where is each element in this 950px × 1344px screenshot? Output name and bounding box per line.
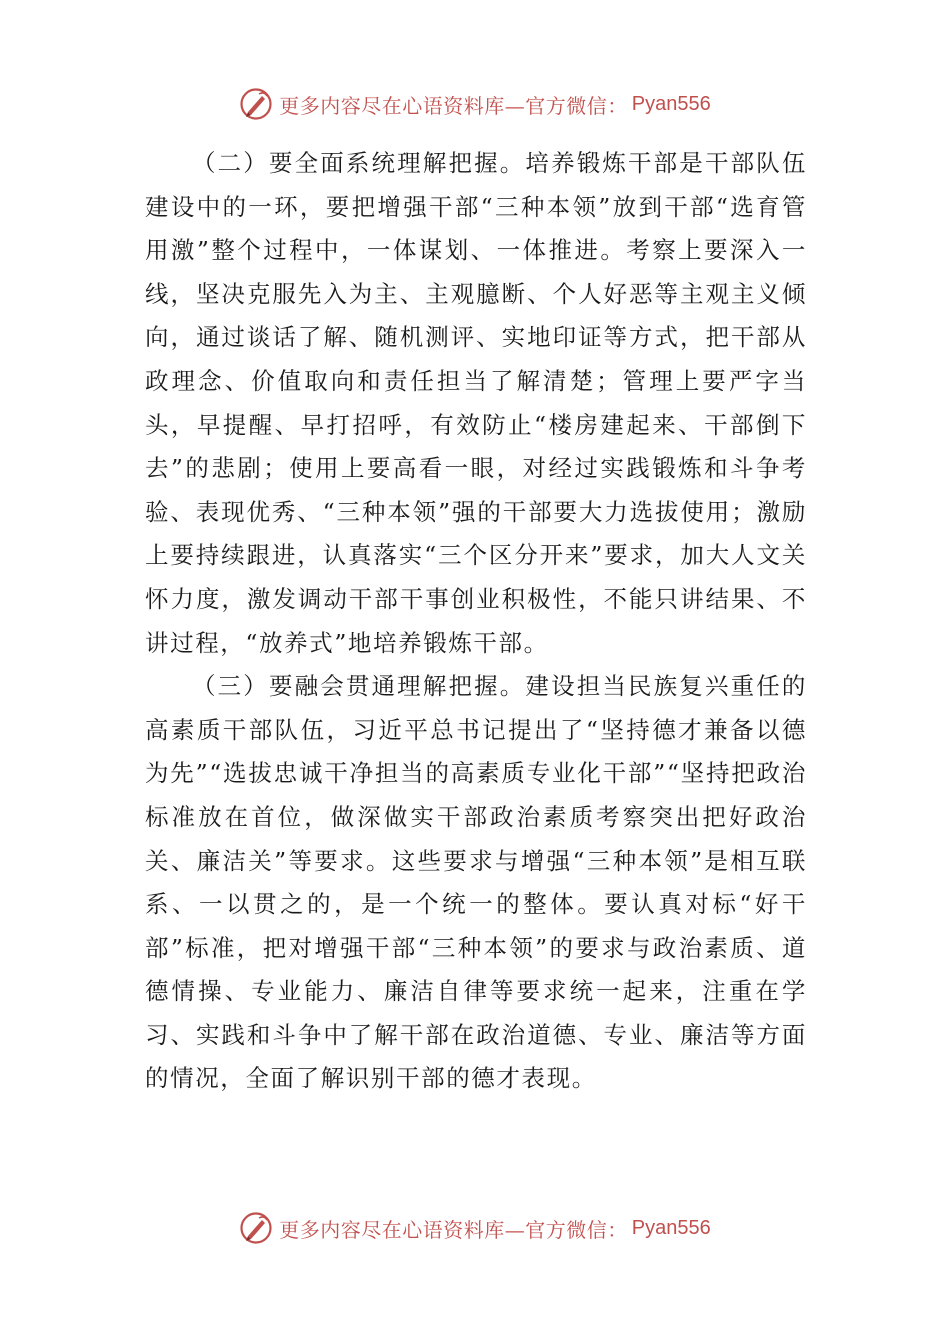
- footer-banner-text: 更多内容尽在心语资料库—官方微信：: [279, 1217, 628, 1242]
- footer-banner: [0, 1208, 950, 1248]
- document-body: [145, 142, 807, 1101]
- footer-wechat-id: Pyan556: [631, 1216, 711, 1239]
- pen-logo-icon: [239, 87, 273, 121]
- paragraph-3: （三）要融会贯通理解把握。建设担当民族复兴重任的高素质干部队伍，习近平总书记提出了“坚持德才兼备以德为先”“选拔忠诚干净担当的高素质专业化干部”“坚持把政治标准放在首位，做深做实干部政治素质考察突出把好政治关、廉洁关”等要求。这些要求与增强“三种本领”是相互联系、一以贯之的，是一个统一的整体。要认真对标“好干部”标准，把对增强干部“三种本领”的要求与政治素质、道德情操、专业能力、廉洁自律等要求统一起来，注重在学习、实践和斗争中了解干部在政治道德、专业、廉洁等方面的情况，全面了解识别干部的德才表现。: [145, 672, 807, 1093]
- header-banner-text: 更多内容尽在心语资料库—官方微信：: [279, 93, 628, 118]
- pen-logo-icon: [239, 1211, 273, 1245]
- paragraph-2: （二）要全面系统理解把握。培养锻炼干部是干部队伍建设中的一环，要把增强干部“三种本领”放到干部“选育管用激”整个过程中，一体谋划、一体推进。考察上要深入一线，坚决克服先入为主、主观臆断、个人好恶等主观主义倾向，通过谈话了解、随机测评、实地印证等方式，把干部从政理念、价值取向和责任担当了解清楚；管理上要严字当头，早提醒、早打招呼，有效防止“楼房建起来、干部倒下去”的悲剧；使用上要高看一眼，对经过实践锻炼和斗争考验、表现优秀、“三种本领”强的干部要大力选拔使用；激励上要持续跟进，认真落实“三个区分开来”要求，加大人文关怀力度，激发调动干部干事创业积极性，不能只讲结果、不讲过程，“放养式”地培养锻炼干部。: [145, 149, 807, 657]
- header-wechat-id: Pyan556: [631, 92, 711, 115]
- header-banner: [0, 84, 950, 124]
